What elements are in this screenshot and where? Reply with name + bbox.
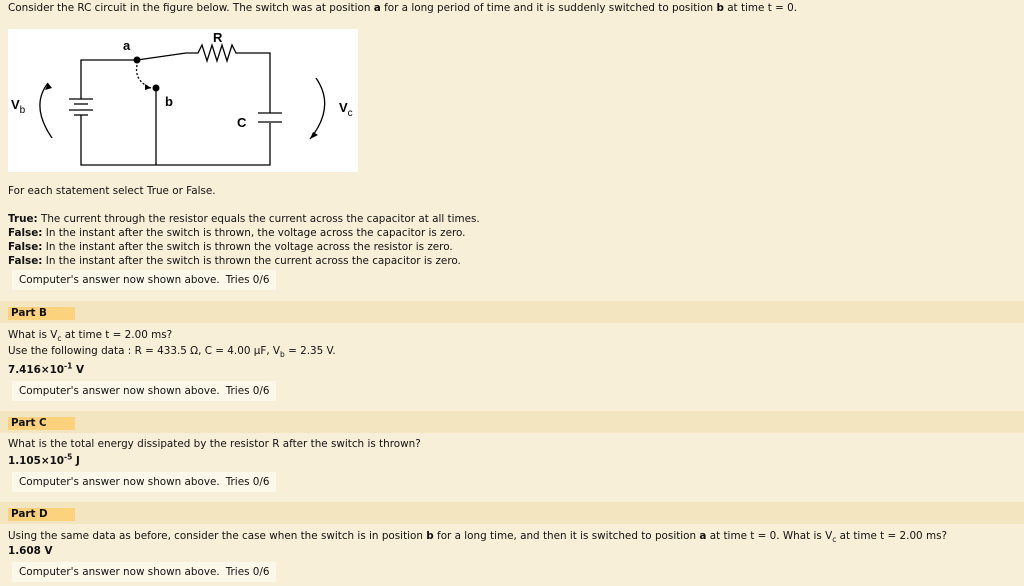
label-vc: $V_c$ (339, 100, 353, 119)
part-b-label: Part B (8, 307, 75, 320)
wire-top-left (81, 60, 137, 99)
resistor-zigzag (186, 45, 270, 113)
part-b-band (0, 301, 1024, 323)
label-a: a (123, 38, 131, 53)
part-b-answer: $7.416\times 10^{-1}$ V (8, 361, 85, 376)
label-R: R (213, 30, 223, 45)
part-b-question-1: What is $V_c$ at time t = 2.00 ms? (8, 329, 173, 344)
circuit-diagram (8, 29, 358, 172)
part-b-question-2: Use the following data : R = 433.5 Ω, C = 4.00 μF, $V_b = 2.35$ V. (8, 345, 336, 360)
part-b-tries: Tries 0/6 (225, 385, 270, 397)
vb-arc (40, 83, 52, 138)
part-a-prompt: For each statement select True or False. (8, 185, 216, 197)
terminal-a (134, 57, 141, 64)
part-d-question: Using the same data as before, consider the case when the switch is in position b for a long time, and then it is switched to position a at time t = 0. What is $V_c$ at time t = 2.00 ms? (8, 530, 948, 545)
statement-4: False: In the instant after the switch is thrown the current across the capacitor is zero. (8, 255, 461, 267)
part-c-band (0, 411, 1024, 433)
switch-blade (137, 53, 186, 60)
statement-1: True: The current through the resistor equals the current across the capacitor at all times. (8, 213, 480, 225)
statement-2: False: In the instant after the switch is thrown, the voltage across the capacitor is zero. (8, 227, 466, 239)
vc-arrowhead (310, 132, 318, 139)
vc-arc (310, 78, 325, 139)
question-intro: Consider the RC circuit in the figure below. The switch was at position a for a long period of time and it is suddenly switched to position b at time t = 0. (8, 2, 798, 14)
part-d-answer: 1.608 V (8, 545, 53, 557)
part-c-tries: Tries 0/6 (225, 476, 270, 488)
part-d-label: Part D (8, 508, 75, 521)
part-c-question: What is the total energy dissipated by the resistor R after the switch is thrown? (8, 438, 421, 450)
terminal-b (153, 85, 160, 92)
part-a-tries: Tries 0/6 (225, 274, 270, 286)
rc-circuit-figure (8, 29, 358, 172)
part-a-status: Computer's answer now shown above. Tries 0/6 (12, 270, 276, 290)
switch-path-dashed (137, 65, 151, 88)
part-c-status: Computer's answer now shown above. Tries 0/6 (12, 472, 276, 492)
label-C: C (237, 115, 247, 130)
label-b: b (165, 94, 173, 109)
part-d-tries: Tries 0/6 (225, 566, 270, 578)
part-b-status: Computer's answer now shown above. Tries 0/6 (12, 381, 276, 401)
part-c-label: Part C (8, 417, 75, 430)
part-d-status: Computer's answer now shown above. Tries 0/6 (12, 562, 276, 582)
statement-3: False: In the instant after the switch is thrown the voltage across the resistor is zero. (8, 241, 453, 253)
part-c-answer: $1.105\times 10^{-5}$ J (8, 452, 80, 467)
part-d-band (0, 502, 1024, 524)
label-vb: $V_b$ (11, 97, 26, 116)
